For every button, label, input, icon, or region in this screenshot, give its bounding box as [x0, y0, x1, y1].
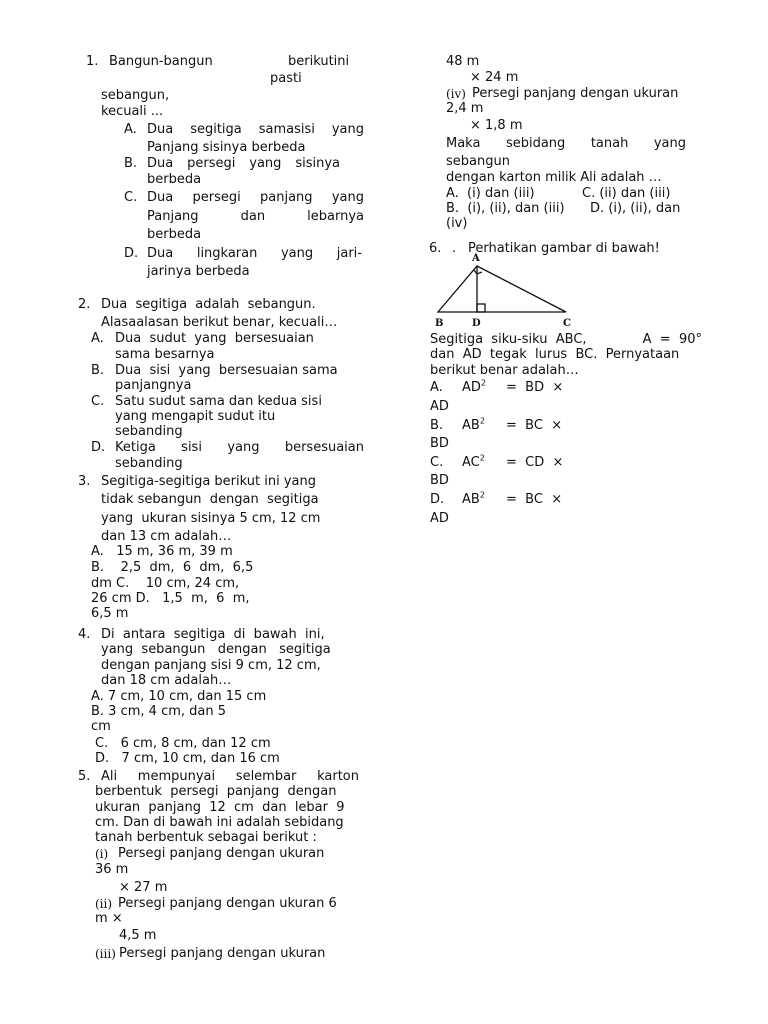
q4-option-a[interactable]: A. 7 cm, 10 cm, dan 15 cm: [91, 689, 267, 704]
word: yang: [249, 156, 282, 171]
q6-statement-line: berikut benar adalah…: [430, 363, 579, 378]
q3-number: 3.: [78, 474, 91, 489]
q1-text-line: kecuali ...: [101, 104, 164, 119]
word: yang: [331, 190, 364, 205]
vertex-label-b: B: [435, 318, 444, 329]
option-rhs: = BD ×: [506, 380, 564, 395]
q1-text-word: berikutini: [288, 54, 350, 69]
q5-text-line: [101, 769, 359, 784]
option-text: [147, 122, 364, 137]
q5-number: 5.: [78, 769, 91, 784]
word: bersesuaian: [284, 440, 364, 455]
word: karton: [317, 769, 359, 784]
word: selembar: [235, 769, 297, 784]
option-text: berbeda: [147, 227, 202, 242]
triangle-outline: [438, 266, 566, 312]
word: Dua: [147, 190, 174, 205]
word: Ali: [101, 769, 118, 784]
q5-item-iii-label: (iii): [95, 947, 116, 961]
q6-statement-line: [430, 332, 702, 347]
option-text: Dua sisi yang bersesuaian sama: [115, 363, 338, 378]
word: Maka: [446, 136, 481, 151]
squared-exponent: 2: [479, 416, 485, 426]
q5-item-iii-text: 48 m: [446, 54, 480, 69]
q3-option-b[interactable]: B. 2,5 dm, 6 dm, 6,5: [91, 560, 254, 575]
q4-option-b[interactable]: B. 3 cm, 4 cm, dan 5: [91, 704, 227, 719]
q5-item-iv-text: 2,4 m: [446, 101, 484, 116]
q1-text-word: Bangun-bangun: [109, 54, 213, 69]
word: mempunyai: [137, 769, 216, 784]
option-rhs-cont: BD: [430, 473, 449, 488]
vertex-label-c: C: [563, 318, 571, 329]
q5-item-iii-text: × 24 m: [470, 70, 519, 85]
word: sebidang: [505, 136, 566, 151]
q4-option-d[interactable]: D. 7 cm, 10 cm, dan 16 cm: [95, 751, 280, 766]
q6-dot: .: [452, 241, 457, 256]
option-text: [115, 440, 364, 455]
q5-text-line: dengan karton milik Ali adalah …: [446, 170, 662, 185]
q4-option-c[interactable]: C. 6 cm, 8 cm, dan 12 cm: [95, 736, 271, 751]
option-letter: A.: [124, 122, 137, 137]
option-term: [462, 380, 486, 395]
option-letter: B.: [91, 363, 105, 378]
q2-number: 2.: [78, 297, 91, 312]
word: sisinya: [295, 156, 340, 171]
word: yang: [331, 122, 364, 137]
q1-text-line: sebangun,: [101, 88, 170, 103]
option-text: Panjang sisinya berbeda: [147, 140, 306, 155]
q3-text-line: dan 13 cm adalah…: [101, 529, 232, 544]
q4-number: 4.: [78, 627, 91, 642]
option-text: [147, 246, 362, 261]
q5-item-ii-text: Persegi panjang dengan ukuran 6: [118, 896, 337, 911]
term-base: AD: [462, 380, 481, 395]
q3-option-a[interactable]: A. 15 m, 36 m, 39 m: [91, 544, 233, 559]
q5-item-i-text: 36 m: [95, 862, 129, 877]
q1-text-line: pasti: [270, 71, 302, 86]
q5-item-ii-label: (ii): [95, 897, 113, 911]
word: persegi: [187, 156, 236, 171]
q6-prompt: Perhatikan gambar di bawah!: [468, 241, 660, 256]
word: tanah: [590, 136, 629, 151]
word: samasisi: [258, 122, 315, 137]
q5-item-ii-text: m ×: [95, 911, 123, 926]
q5-option-c[interactable]: C. (ii) dan (iii): [582, 186, 671, 201]
right-angle-mark-d: [477, 304, 485, 312]
q5-item-iv-text: Persegi panjang dengan ukuran: [472, 86, 679, 101]
word: Dua: [147, 246, 174, 261]
option-text: Dua sudut yang bersesuaian: [115, 331, 314, 346]
word: lingkaran: [196, 246, 258, 261]
q4-text-line: dengan panjang sisi 9 cm, 12 cm,: [101, 658, 321, 673]
option-letter: D.: [124, 246, 139, 261]
q5-item-iv-label: (iv): [446, 87, 466, 101]
q3-option-d-cont: 6,5 m: [91, 606, 129, 621]
q1-number: 1.: [86, 54, 99, 69]
word: Ketiga: [115, 440, 156, 455]
option-text: panjangnya: [115, 378, 192, 393]
term-base: AB: [462, 418, 480, 433]
q2-text-line: Dua segitiga adalah sebangun.: [101, 297, 316, 312]
q5-text-line: [446, 136, 686, 151]
word: lebarnya: [307, 209, 364, 224]
q5-text-line: ukuran panjang 12 cm dan lebar 9: [95, 800, 345, 815]
word: Segitiga siku-siku ABC,: [430, 332, 587, 347]
word: persegi: [192, 190, 241, 205]
option-letter: A.: [91, 331, 104, 346]
squared-exponent: 2: [479, 453, 485, 463]
option-text: berbeda: [147, 172, 202, 187]
q3-option-c[interactable]: dm C. 10 cm, 24 cm,: [91, 576, 240, 591]
q3-text-line: Segitiga-segitiga berikut ini yang: [101, 474, 316, 489]
word: panjang: [260, 190, 313, 205]
option-letter: C.: [91, 394, 105, 409]
option-text: sama besarnya: [115, 347, 215, 362]
q4-option-b-cont: cm: [91, 719, 111, 734]
option-letter: B.: [430, 418, 444, 433]
q5-option-a[interactable]: A. (i) dan (iii): [446, 186, 535, 201]
word: Dua: [147, 122, 174, 137]
q5-item-i-label: (i): [95, 847, 109, 861]
word: A = 90°: [642, 332, 702, 347]
q5-option-d[interactable]: D. (i), (ii), dan: [590, 201, 681, 216]
vertex-label-a: A: [472, 253, 480, 264]
q4-text-line: yang sebangun dengan segitiga: [101, 642, 331, 657]
q2-text-line: Alasaalasan berikut benar, kecuali…: [101, 315, 338, 330]
word: sisi: [181, 440, 202, 455]
q5-item-iii-text: Persegi panjang dengan ukuran: [119, 946, 326, 961]
q5-text-line: sebangun: [446, 154, 510, 169]
option-rhs: = BC ×: [506, 492, 563, 507]
option-term: [462, 418, 485, 433]
squared-exponent: 2: [479, 490, 485, 500]
option-letter: A.: [430, 380, 443, 395]
word: yang: [653, 136, 686, 151]
word: jari-: [336, 246, 362, 261]
q5-text-line: tanah berbentuk sebagai berikut :: [95, 830, 317, 845]
option-rhs-cont: AD: [430, 511, 449, 526]
option-letter: C.: [430, 455, 444, 470]
q3-text-line: yang ukuran sisinya 5 cm, 12 cm: [101, 511, 321, 526]
option-text: sebanding: [115, 456, 183, 471]
q5-item-iv-text: × 1,8 m: [470, 118, 523, 133]
option-text: Satu sudut sama dan kedua sisi: [115, 394, 322, 409]
q5-option-b[interactable]: B. (i), (ii), dan (iii): [446, 201, 565, 216]
option-letter: C.: [124, 190, 138, 205]
option-text: [147, 190, 364, 205]
word: Dua: [147, 156, 174, 171]
option-letter: B.: [124, 156, 138, 171]
option-term: [462, 455, 485, 470]
option-letter: D.: [430, 492, 445, 507]
term-base: AC: [462, 455, 480, 470]
word: Panjang: [147, 209, 199, 224]
word: yang: [227, 440, 260, 455]
option-letter: D.: [91, 440, 106, 455]
q5-item-ii-text: 4,5 m: [119, 928, 157, 943]
option-text: [147, 209, 364, 224]
option-text: [147, 156, 340, 171]
option-rhs-cont: AD: [430, 399, 449, 414]
q5-option-d-cont: (iv): [446, 216, 468, 231]
q3-text-line: tidak sebangun dengan segitiga: [101, 492, 319, 507]
option-text: jarinya berbeda: [147, 264, 250, 279]
q5-item-i-text: × 27 m: [119, 880, 168, 895]
option-text: sebanding: [115, 424, 183, 439]
q4-text-line: Di antara segitiga di bawah ini,: [101, 627, 325, 642]
q3-option-d[interactable]: 26 cm D. 1,5 m, 6 m,: [91, 591, 250, 606]
q4-text-line: dan 18 cm adalah…: [101, 673, 232, 688]
q6-number: 6.: [429, 241, 442, 256]
q5-text-line: berbentuk persegi panjang dengan: [95, 784, 337, 799]
option-term: [462, 492, 485, 507]
q5-item-i-text: Persegi panjang dengan ukuran: [118, 846, 325, 861]
right-angle-mark-a: [474, 270, 482, 274]
option-rhs: = CD ×: [506, 455, 564, 470]
word: dan: [240, 209, 266, 224]
q5-text-line: cm. Dan di bawah ini adalah sebidang: [95, 815, 344, 830]
vertex-label-d: D: [472, 318, 481, 329]
squared-exponent: 2: [480, 378, 486, 388]
option-rhs-cont: BD: [430, 436, 449, 451]
term-base: AB: [462, 492, 480, 507]
option-rhs: = BC ×: [506, 418, 563, 433]
q6-statement-line: dan AD tegak lurus BC. Pernyataan: [430, 347, 680, 362]
word: yang: [280, 246, 314, 261]
option-text: yang mengapit sudut itu: [115, 409, 276, 424]
word: segitiga: [190, 122, 242, 137]
triangle-figure: [430, 250, 580, 330]
